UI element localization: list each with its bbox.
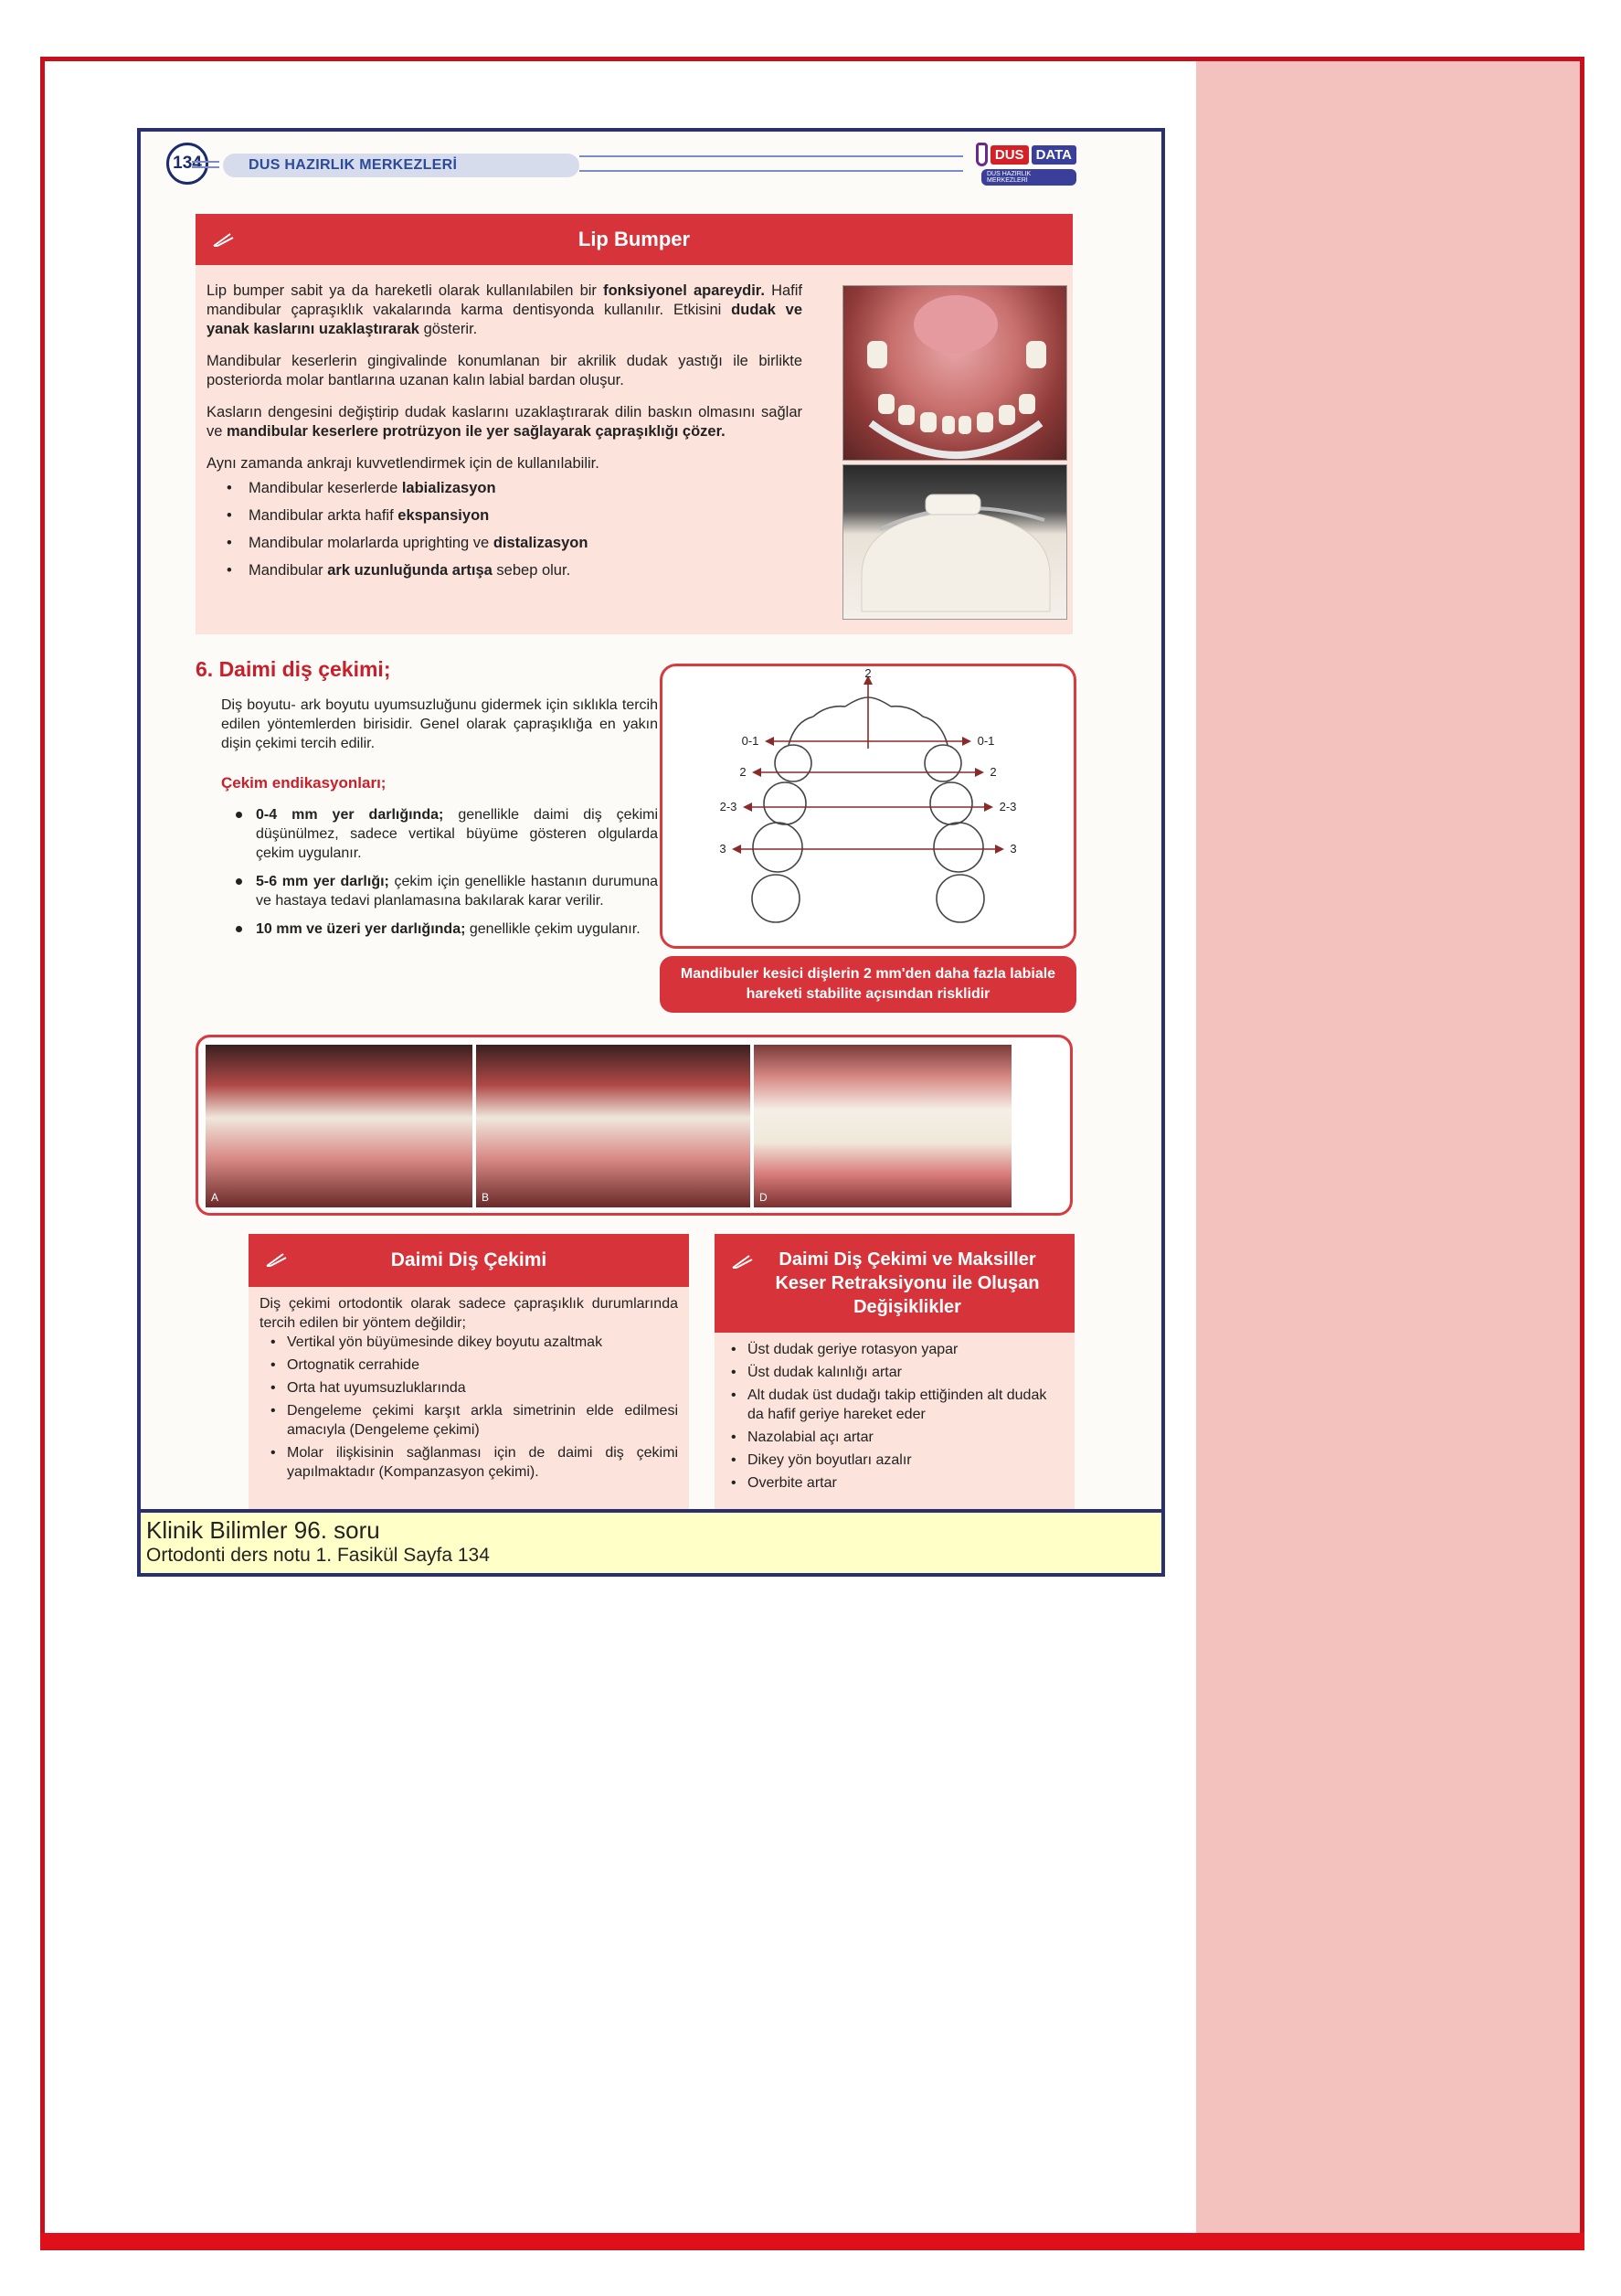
lb-p1b: fonksiyonel apareydir. — [603, 282, 765, 299]
lb-p3b: mandibular keserlere protrüzyon ile yer sağlayarak çapraşıklığı çözer. — [227, 423, 726, 440]
lb-p3a: Kasların dengesini değiştirip dudak kaslarını uzaklaştırarak dilin baskın olmasını sağlar ve — [207, 404, 802, 440]
arch-label-top: 2 — [864, 666, 872, 680]
extraction-box-title: Daimi Diş Çekimi — [390, 1249, 547, 1270]
list-item: • Vertikal yön büyümesinde dikey boyutu azaltmak — [265, 1333, 678, 1352]
scanned-page — [137, 128, 1165, 1577]
side-panel — [1196, 61, 1580, 2246]
header-rule — [579, 155, 963, 172]
lip-bumper-text — [207, 282, 802, 589]
header-rule-left — [192, 161, 219, 168]
list-item: • Dikey yön boyutları azalır — [726, 1451, 1064, 1470]
lip-bumper-model-photo — [842, 464, 1067, 620]
arch-diagram-box — [660, 664, 1076, 949]
list-item: • Dengeleme çekimi karşıt arkla simetrinin elde edilmesi amacıyla (Dengeleme çekimi) — [265, 1401, 678, 1440]
list-item: • Üst dudak kalınlığı artar — [726, 1363, 1064, 1382]
list-item: • Ortognatik cerrahide — [265, 1355, 678, 1375]
section-heading: 6. Daimi diş çekimi; — [196, 657, 391, 681]
extraction-box — [249, 1234, 689, 1517]
indications-heading: Çekim endikasyonları; — [221, 774, 387, 792]
lip-bumper-list — [227, 479, 802, 580]
list-item: • Overbite artar — [726, 1473, 1064, 1493]
list-item: • Mandibular ark uzunluğunda artışa sebep olur. — [227, 561, 802, 580]
lip-bumper-intraoral-photo — [842, 285, 1067, 461]
lip-bumper-header — [196, 214, 1073, 265]
arch-label-r2-left: 2 — [739, 765, 747, 779]
list-item: • Orta hat uyumsuzluklarında — [265, 1378, 678, 1398]
pen-icon — [212, 230, 236, 249]
indications-list — [232, 805, 658, 948]
arch-label-r4-right: 3 — [1010, 842, 1017, 856]
page-number: 134 — [166, 143, 208, 185]
clinical-photos-box — [196, 1035, 1073, 1216]
logo-right: DATA — [1032, 145, 1076, 165]
extraction-box-header — [249, 1234, 689, 1287]
retraction-box-body — [715, 1333, 1075, 1504]
footer-question: Klinik Bilimler 96. soru — [146, 1516, 380, 1544]
lb-p1c: Hafif mandibular çapraşıklık vakalarında karma dentisyonda kullanılır. Etkisini — [207, 282, 802, 318]
list-item: • Mandibular arkta hafif ekspansiyon — [227, 506, 802, 526]
extraction-box-intro: Diş çekimi ortodontik olarak sadece çapraşıklık durumlarında tercih edilen bir yöntem değildir; — [260, 1296, 678, 1331]
logo-left: DUS — [991, 145, 1029, 165]
pen-icon — [265, 1250, 289, 1269]
list-item: • Alt dudak üst dudağı takip ettiğinden alt dudak da hafif geriye hareket eder — [726, 1386, 1064, 1424]
arch-label-r1-right: 0-1 — [977, 734, 995, 748]
lb-p2: Mandibular keserlerin gingivalinde konumlanan bir akrilik dudak yastığı ile birlikte posteriorda molar bantlarına uzanan kalın labial bardan oluşur. — [207, 353, 802, 388]
lb-p4: Aynı zamanda ankrajı kuvvetlendirmek için de kullanılabilir. — [207, 455, 599, 472]
header-title: DUS HAZIRLIK MERKEZLERİ — [249, 157, 458, 173]
lb-p1d: dudak ve yanak kaslarını uzaklaştırarak — [207, 302, 802, 337]
arch-diagram — [662, 666, 1074, 946]
arch-label-r1-left: 0-1 — [741, 734, 759, 748]
pen-icon — [731, 1252, 755, 1270]
lb-p1e: gösterir. — [418, 321, 478, 337]
clinical-photo-b: B — [476, 1045, 750, 1207]
list-item: • Nazolabial açı artar — [726, 1428, 1064, 1447]
logo-subtitle: DUS HAZIRLIK MERKEZLERİ — [981, 169, 1076, 186]
arch-label-r3-left: 2-3 — [719, 800, 737, 813]
arch-label-r2-right: 2 — [990, 765, 997, 779]
list-item: • Üst dudak geriye rotasyon yapar — [726, 1340, 1064, 1359]
arch-label-r3-right: 2-3 — [999, 800, 1017, 813]
list-item: • Mandibular keserlerde labializasyon — [227, 479, 802, 498]
list-item: 0-4 mm yer darlığında; genellikle daimi diş çekimi düşünülmez, sadece vertikal büyüme gösteren olgularda çekim uygulanır. — [232, 805, 658, 863]
arch-label-r4-left: 3 — [719, 842, 726, 856]
section-intro: Diş boyutu- ark boyutu uyumsuzluğunu gidermek için sıklıkla tercih edilen yöntemlerden birisidir. Genel olarak çapraşıklığa en yakın dişin çekimi tercih edilir. — [221, 697, 658, 751]
list-item: • Molar ilişkisinin sağlanması için de daimi diş çekimi yapılmaktadır (Kompanzasyon çekimi). — [265, 1443, 678, 1482]
clinical-photo-a: A — [206, 1045, 472, 1207]
retraction-box — [715, 1234, 1075, 1517]
footer-source: Ortodonti ders notu 1. Fasikül Sayfa 134 — [146, 1545, 490, 1566]
bottom-red-bar — [40, 2233, 1584, 2249]
source-footer — [141, 1509, 1161, 1573]
clinical-photo-d: D — [754, 1045, 1012, 1207]
lip-bumper-title: Lip Bumper — [577, 228, 691, 250]
list-item: 5-6 mm yer darlığı; çekim için genellikle hastanın durumuna ve hastaya tedavi planlamasına bakılarak karar verilir. — [232, 872, 658, 910]
brand-logo — [976, 143, 1076, 194]
lip-bumper-section — [196, 214, 1073, 634]
tooth-icon — [976, 143, 988, 166]
list-item: • Mandibular molarlarda uprighting ve distalizasyon — [227, 534, 802, 553]
list-item: 10 mm ve üzeri yer darlığında; genellikle çekim uygulanır. — [232, 919, 658, 939]
lb-p1a: Lip bumper sabit ya da hareketli olarak kullanılabilen bir — [207, 282, 604, 299]
page-header — [166, 143, 1135, 207]
extraction-box-body — [249, 1287, 689, 1493]
arch-caption: Mandibuler kesici dişlerin 2 mm'den daha fazla labiale hareketi stabilite açısından risklidir — [660, 956, 1076, 1013]
retraction-box-title: Daimi Diş Çekimi ve Maksiller Keser Retraksiyonu ile Oluşan Değişiklikler — [775, 1249, 1040, 1317]
retraction-box-header — [715, 1234, 1075, 1333]
